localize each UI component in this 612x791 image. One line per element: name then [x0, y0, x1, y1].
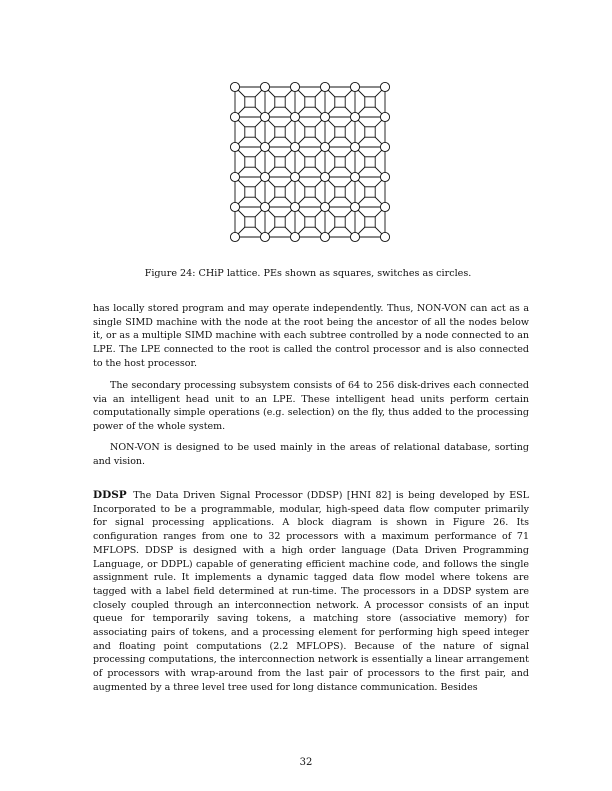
switch-circle: [260, 202, 269, 211]
switch-circle: [260, 142, 269, 151]
page-number: 32: [299, 757, 313, 768]
pe-square: [335, 127, 345, 137]
switch-circle: [230, 202, 239, 211]
switch-circle: [350, 142, 359, 151]
ddsp-body: The Data Driven Signal Processor (DDSP) [HNI 82] is being developed by ESL Incorporated to be a programmable, modular, high-speed data flow computer primarily for signal processing applications. A block diagram is shown in Figure 26. Its configuration ranges from one to 32 processors with a maximum performance of 71 MFLOPS. DDSP is designed with a high order language (Data Driven Programming Language, or DDPL) capable of generating efficient machine code, and follows the single assignment rule. It implements a dynamic tagged data flow model where tokens are tagged with a label field determined at run-time. The processors in a DDSP system are closely coupled through an interconnection network. A processor consists of an input queue for temporarily saving tokens, a matching store (associative memory) for associating pairs of tokens, and a processing element for performing high speed integer and floating point computations (2.2 MFLOPS). Because of the nature of signal processing computations, the interconnection network is essentially a linear arrangement of processors with wrap-around from the last pair of processors to the first pair, and augmented by a three level tree used for long distance communication. Besides: [93, 490, 529, 693]
switch-circle: [320, 142, 329, 151]
paragraph-nonvon-control: has locally stored program and may operate independently. Thus, NON-VON can act as a single SIMD machine with the node at the root being the ancestor of all the nodes below it, or as a multiple SIMD machine with each subtree controlled by a node connected to an LPE. The LPE connected to the root is called the control processor and is also connected to the host processor.: [93, 303, 529, 369]
pe-square: [275, 187, 285, 197]
switch-circle: [380, 112, 389, 121]
pe-square: [275, 127, 285, 137]
switch-circle: [350, 232, 359, 241]
pe-square: [365, 127, 375, 137]
pe-square: [335, 157, 345, 167]
switch-circle: [320, 112, 329, 121]
pe-square: [245, 187, 255, 197]
pe-square: [305, 157, 315, 167]
switch-circle: [320, 232, 329, 241]
switch-circle: [260, 232, 269, 241]
paragraph-secondary-subsystem: The secondary processing subsystem consists of 64 to 256 disk-drives each connected via an intelligent head unit to an LPE. These intelligent head units perform certain computationally simple operations (e.g. selection) on the fly, thus added to the processing power of the whole system.: [93, 380, 529, 433]
switch-circle: [290, 82, 299, 91]
pe-square: [305, 217, 315, 227]
switch-circle: [320, 172, 329, 181]
switch-circle: [350, 202, 359, 211]
paragraph-nonvon-applications: NON-VON is designed to be used mainly in the areas of relational database, sorting and vision.: [93, 442, 529, 467]
pe-square: [365, 157, 375, 167]
switch-circle: [230, 172, 239, 181]
switch-circle: [380, 82, 389, 91]
pe-square: [335, 217, 345, 227]
pe-square: [335, 97, 345, 107]
switch-circle: [260, 82, 269, 91]
switch-circle: [290, 172, 299, 181]
pe-square: [365, 187, 375, 197]
ddsp-heading: DDSP: [93, 489, 127, 501]
pe-square: [275, 157, 285, 167]
switch-circle: [350, 112, 359, 121]
chip-lattice-figure: [228, 80, 392, 244]
pe-square: [335, 187, 345, 197]
switch-circle: [380, 202, 389, 211]
switch-circle: [320, 82, 329, 91]
switch-circle: [260, 112, 269, 121]
switch-circle: [230, 142, 239, 151]
switch-circle: [290, 142, 299, 151]
switch-circle: [380, 232, 389, 241]
switch-circle: [290, 202, 299, 211]
pe-square: [245, 127, 255, 137]
pe-square: [365, 97, 375, 107]
switch-circle: [380, 142, 389, 151]
pe-square: [305, 127, 315, 137]
pe-square: [305, 187, 315, 197]
switch-circle: [260, 172, 269, 181]
switch-circle: [290, 232, 299, 241]
pe-square: [245, 157, 255, 167]
switch-circle: [320, 202, 329, 211]
chip-lattice-diagram: [228, 80, 392, 244]
switch-circle: [380, 172, 389, 181]
pe-square: [275, 97, 285, 107]
pe-square: [365, 217, 375, 227]
pe-square: [305, 97, 315, 107]
paragraph-ddsp: [93, 489, 529, 695]
figure-caption: Figure 24: CHiP lattice. PEs shown as squares, switches as circles.: [144, 268, 472, 279]
switch-circle: [290, 112, 299, 121]
pe-square: [245, 217, 255, 227]
pe-square: [275, 217, 285, 227]
pe-square: [245, 97, 255, 107]
switch-circle: [230, 82, 239, 91]
switch-circle: [350, 172, 359, 181]
switch-circle: [230, 112, 239, 121]
switch-circle: [230, 232, 239, 241]
switch-circle: [350, 82, 359, 91]
